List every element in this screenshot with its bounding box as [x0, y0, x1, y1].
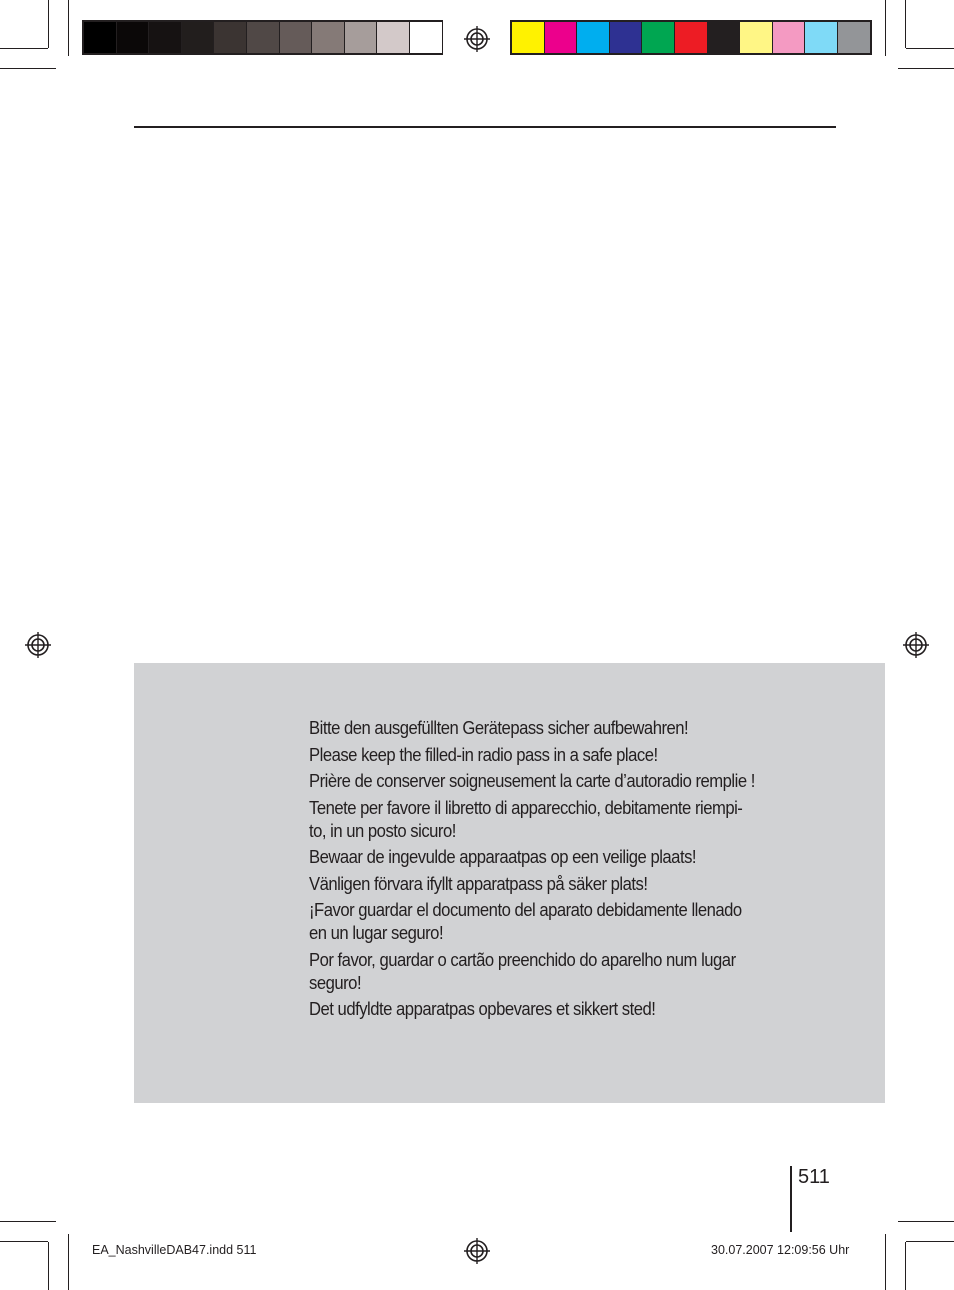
color-swatch — [117, 22, 149, 53]
crop-mark — [905, 0, 906, 48]
page-number: 511 — [798, 1166, 830, 1188]
color-swatch — [708, 22, 740, 53]
notice-line-en: Please keep the filled-in radio pass in a safe place! — [309, 743, 658, 765]
crop-mark — [0, 48, 48, 49]
registration-mark-icon — [903, 632, 929, 658]
color-swatch — [675, 22, 707, 53]
color-swatch — [214, 22, 246, 53]
crop-mark — [68, 1234, 69, 1290]
crop-mark — [0, 1241, 48, 1242]
crop-mark — [48, 1242, 49, 1290]
notice-line-es: ¡Favor guardar el documento del aparato debidamente llenado en un lugar seguro! — [309, 899, 742, 943]
crop-mark — [48, 0, 49, 48]
color-swatch — [740, 22, 772, 53]
color-swatch — [280, 22, 312, 53]
color-swatch — [247, 22, 279, 53]
color-swatch — [773, 22, 805, 53]
notice-line-pt: Por favor, guardar o cartão preenchido do aparelho num lugar seguro! — [309, 948, 736, 993]
safekeeping-notice — [309, 716, 777, 1024]
crop-mark — [68, 0, 69, 56]
crop-mark — [885, 0, 886, 56]
registration-mark-icon — [464, 1238, 490, 1264]
color-swatch — [182, 22, 214, 53]
color-swatch — [577, 22, 609, 53]
slug-filename: EA_NashvilleDAB47.indd 511 — [92, 1243, 257, 1257]
registration-mark-icon — [464, 26, 490, 52]
registration-mark-icon — [25, 632, 51, 658]
header-rule — [134, 126, 836, 128]
notice-line-fr: Prière de conserver soigneusement la carte d’autoradio remplie ! — [309, 770, 755, 791]
page-number-divider — [790, 1166, 792, 1232]
color-swatch — [545, 22, 577, 53]
color-swatch — [410, 22, 442, 53]
color-swatch — [838, 22, 870, 53]
slug-timestamp: 30.07.2007 12:09:56 Uhr — [711, 1243, 850, 1257]
color-swatch — [512, 22, 544, 53]
crop-mark — [906, 1241, 954, 1242]
notice-line-da: Det udfyldte apparatpas opbevares et sikkert sted! — [309, 998, 656, 1019]
notice-line-sv: Vänligen förvara ifyllt apparatpass på säker plats! — [309, 872, 648, 894]
color-swatch — [84, 22, 116, 53]
crop-mark — [0, 68, 56, 69]
color-swatch — [805, 22, 837, 53]
crop-mark — [898, 1221, 954, 1222]
color-swatch — [377, 22, 409, 53]
crop-mark — [0, 1221, 56, 1222]
crop-mark — [906, 48, 954, 49]
color-swatch — [345, 22, 377, 53]
crop-mark — [885, 1234, 886, 1290]
notice-line-nl: Bewaar de ingevulde apparaatpas op een veilige plaats! — [309, 846, 697, 867]
color-swatch — [312, 22, 344, 53]
notice-line-de: Bitte den ausgefüllten Gerätepass sicher aufbewahren! — [309, 717, 689, 738]
color-swatch — [610, 22, 642, 53]
crop-mark — [898, 68, 954, 69]
color-swatch — [642, 22, 674, 53]
color-swatch — [149, 22, 181, 53]
crop-mark — [905, 1242, 906, 1290]
notice-line-it: Tenete per favore il libretto di apparecchio, debitamente riempi- to, in un posto sicuro! — [309, 796, 743, 841]
